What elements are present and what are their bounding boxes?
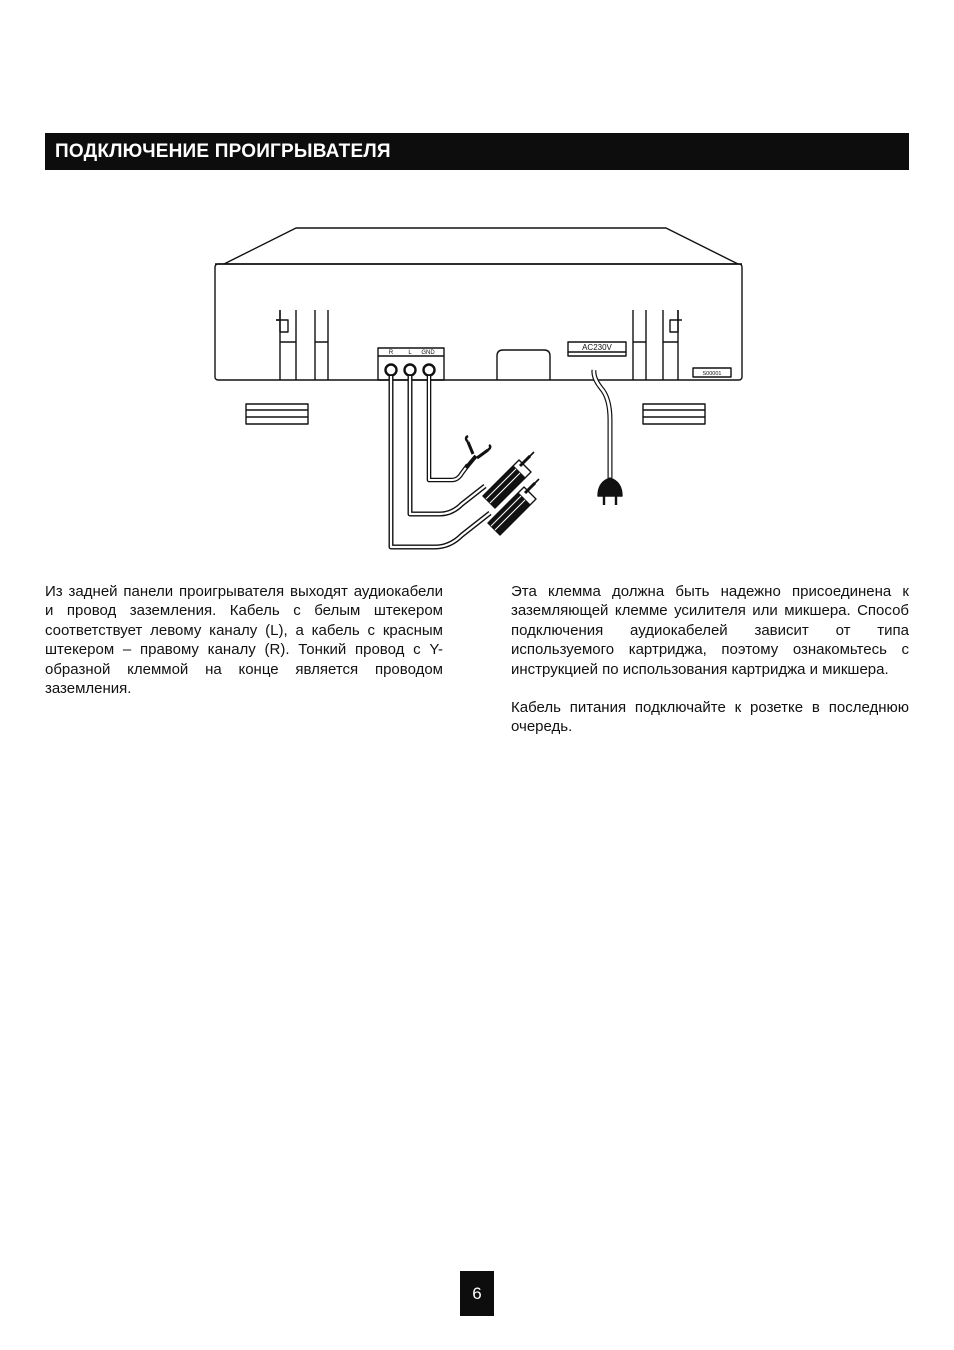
right-column xyxy=(511,582,909,737)
power-cord xyxy=(594,370,622,505)
jack-l-icon xyxy=(405,365,416,376)
section-header xyxy=(45,133,909,170)
left-foot xyxy=(246,404,308,424)
left-hinge-icon xyxy=(276,310,328,380)
jack-label-l: L xyxy=(408,350,412,356)
jack-r-icon xyxy=(386,365,397,376)
page-number: 6 xyxy=(460,1271,494,1316)
serial-label: S00001 xyxy=(702,371,722,377)
rca-plug-l-icon xyxy=(483,452,534,508)
power-plug-icon xyxy=(598,478,622,496)
audio-cables xyxy=(391,376,490,547)
right-foot xyxy=(643,404,705,424)
ground-spade-icon xyxy=(466,436,490,468)
left-column xyxy=(45,582,443,698)
turntable-rear-diagram xyxy=(200,220,760,560)
section-title: ПОДКЛЮЧЕНИЕ ПРОИГРЫВАТЕЛЯ xyxy=(55,140,391,162)
right-paragraph-2: Кабель питания подключайте к розетке в последнюю очередь. xyxy=(511,699,909,736)
jack-gnd-icon xyxy=(424,365,435,376)
jack-label-r: R xyxy=(388,350,394,356)
right-paragraph-1: Эта клемма должна быть надежно присоединена к заземляющей клемме усилителя или микшера. Способ подключения аудиокабелей зависит от типа используемого картриджа, поэтому ознакомьтесь с инструкцией по использования картриджа и микшера. xyxy=(511,583,909,678)
right-hinge-icon xyxy=(633,310,682,380)
power-label: AC230V xyxy=(582,343,612,352)
center-recess xyxy=(497,350,550,380)
jack-label-gnd: GND xyxy=(421,350,435,356)
turntable-lid xyxy=(224,228,738,264)
left-paragraph: Из задней панели проигрывателя выходят аудиокабели и провод заземления. Кабель с белым штекером соответствует левому каналу (L), а кабель с красным штекером – правому каналу (R). Тонкий провод с Y-образной клеммой на конце является проводом заземления. xyxy=(45,583,443,698)
